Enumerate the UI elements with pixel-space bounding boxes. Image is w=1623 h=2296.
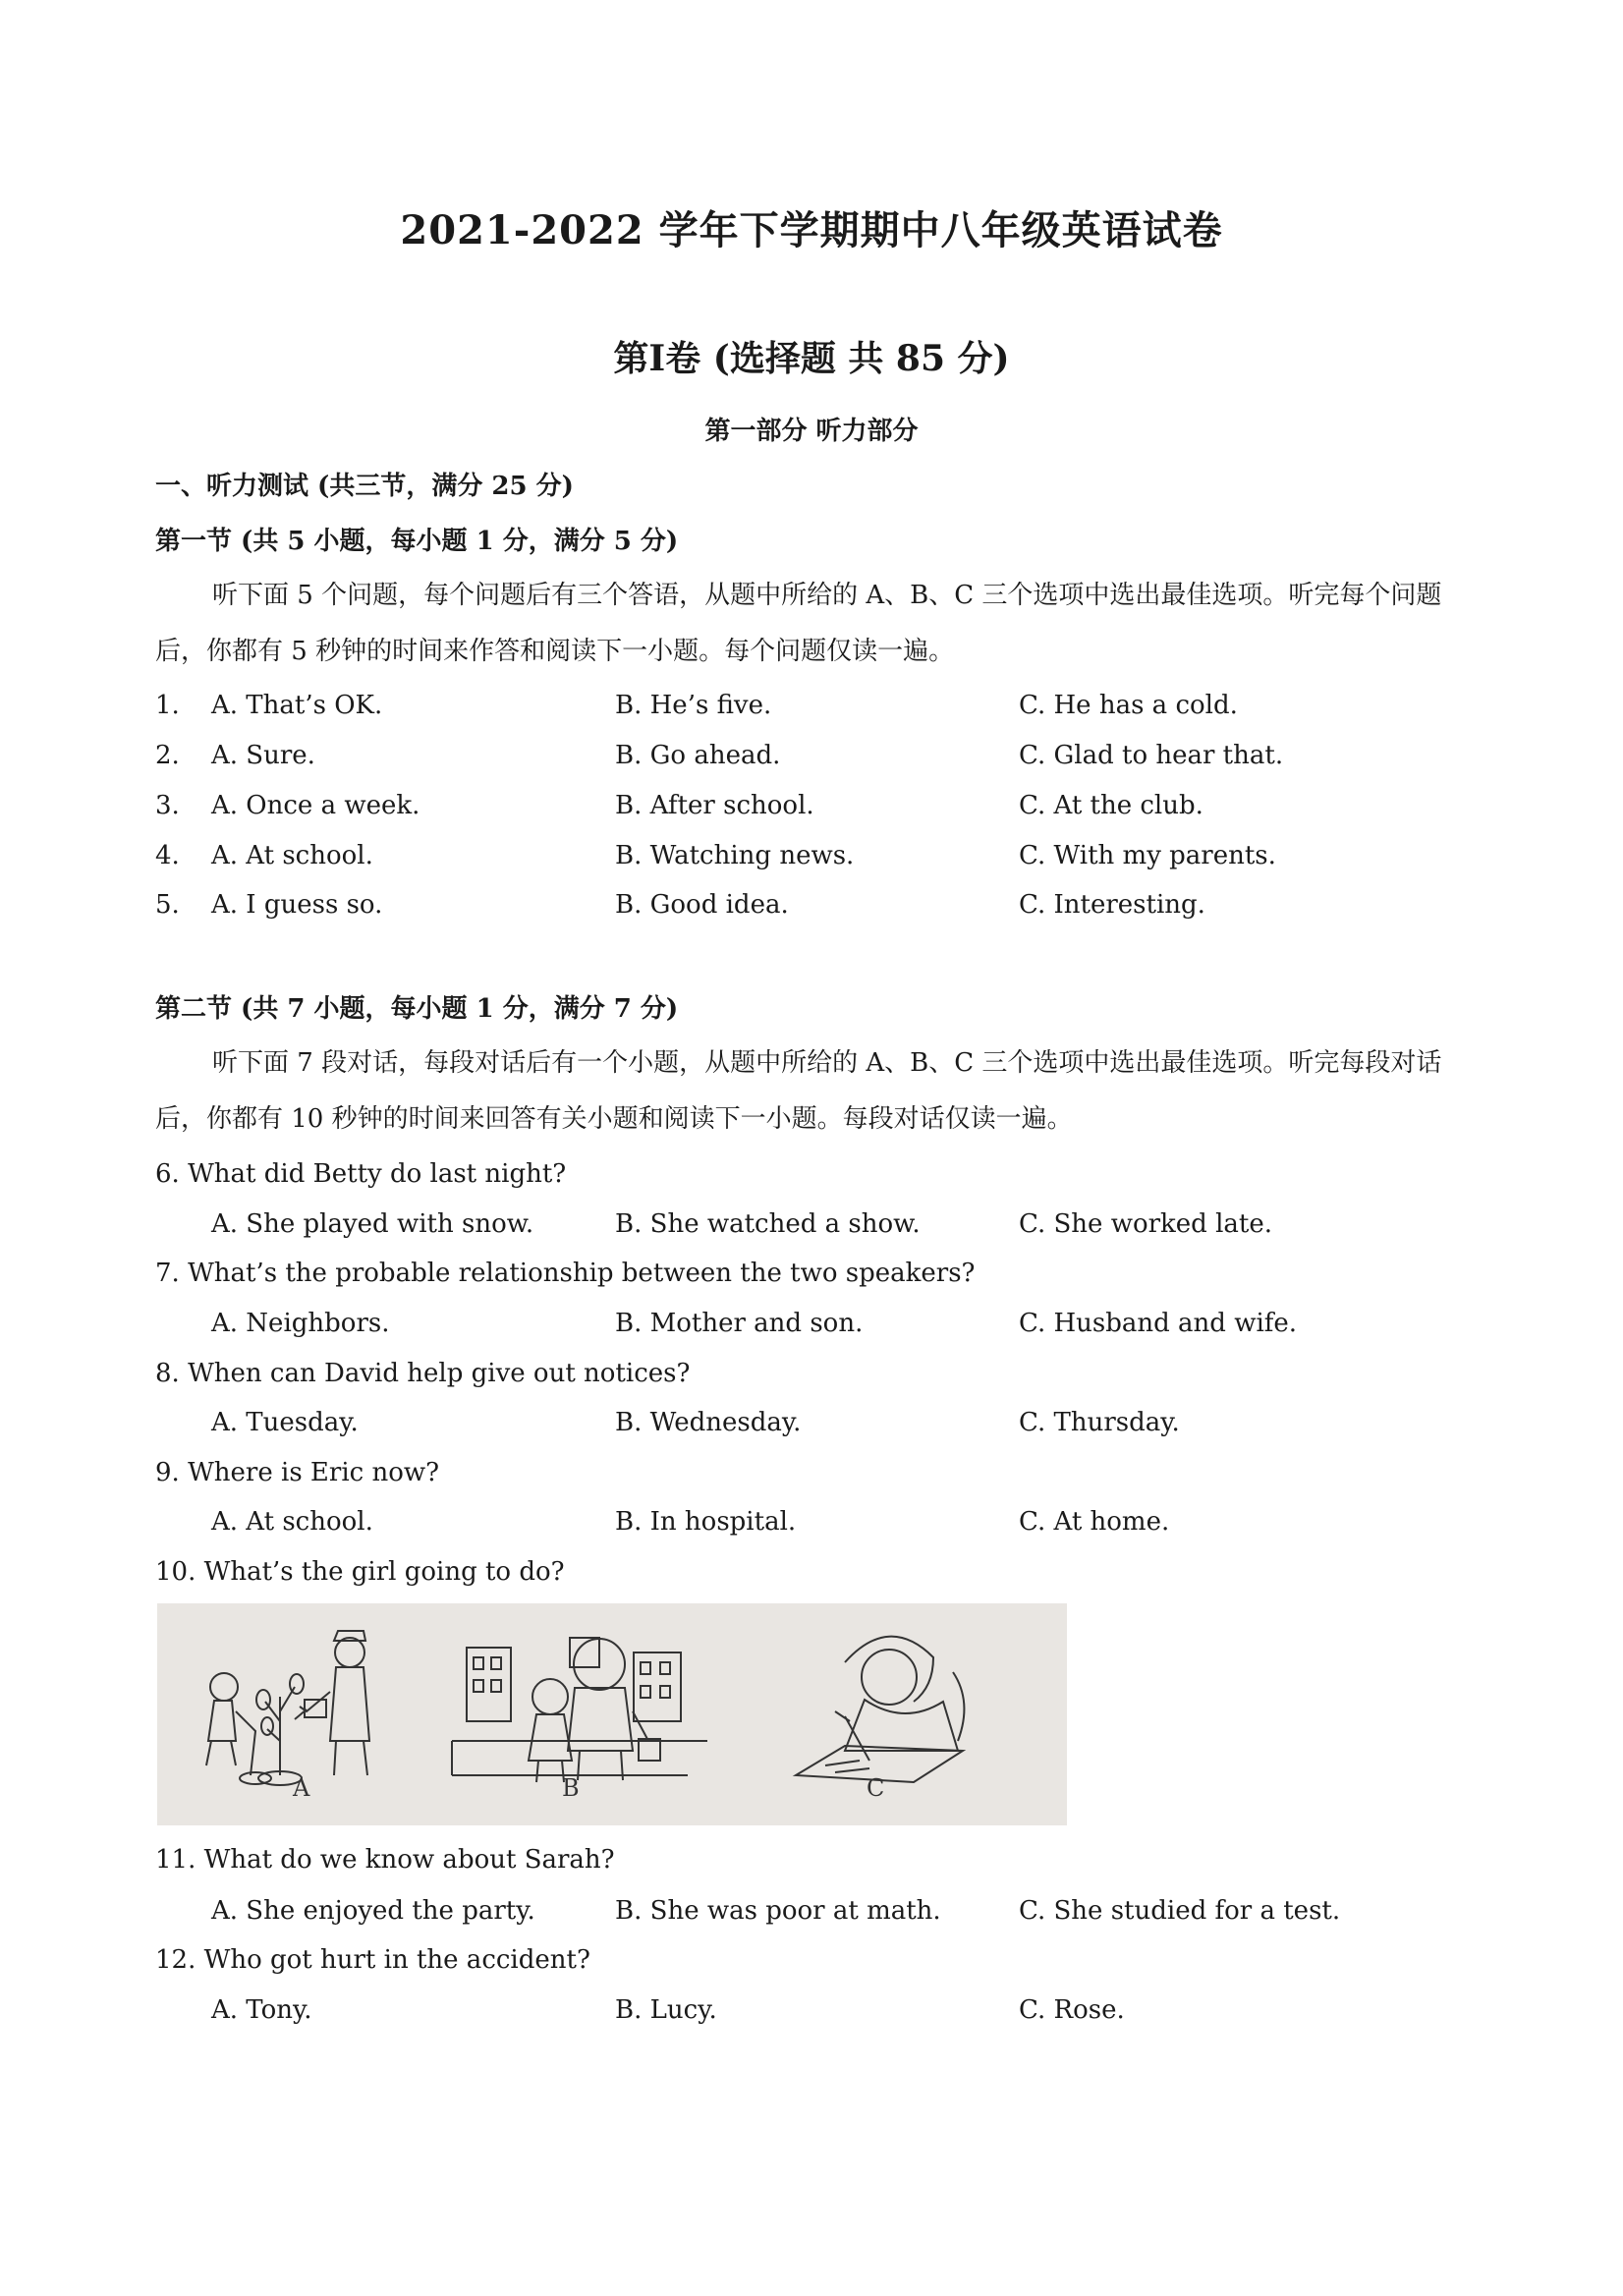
option-b: B. Watching news. — [615, 841, 855, 870]
question-9: 9. Where is Eric now? — [155, 1458, 440, 1487]
option-c: C. At the club. — [1019, 791, 1203, 820]
question-8: 8. When can David help give out notices? — [155, 1359, 691, 1388]
q8-option-b: B. Wednesday. — [615, 1408, 802, 1437]
q10-picture — [157, 1603, 1067, 1825]
q11-option-a: A. She enjoyed the party. — [211, 1896, 535, 1926]
q8-option-c: C. Thursday. — [1019, 1408, 1180, 1437]
q6-option-c: C. She worked late. — [1019, 1209, 1273, 1239]
picture-label-a: A — [293, 1774, 310, 1802]
exam-title: 2021-2022 学年下学期期中八年级英语试卷 — [400, 207, 1223, 253]
option-b: B. Good idea. — [615, 890, 789, 920]
question-11: 11. What do we know about Sarah? — [155, 1845, 615, 1875]
option-c: C. With my parents. — [1019, 841, 1276, 870]
option-a: A. Once a week. — [211, 791, 420, 820]
q12-option-b: B. Lucy. — [615, 1995, 717, 2025]
section1-instructions: 听下面 5 个问题，每个问题后有三个答语，从题中所给的 A、B、C 三个选项中选出最佳选项。听完每个问题后，你都有 5 秒钟的时间来作答和阅读下一小题。每个问题仅读一遍。 — [155, 581, 1442, 666]
q12-option-a: A. Tony. — [211, 1995, 312, 2025]
q10-illustration — [157, 1603, 1067, 1825]
q9-option-a: A. At school. — [211, 1507, 373, 1537]
question-6: 6. What did Betty do last night? — [155, 1159, 567, 1189]
item-number: 3. — [155, 791, 180, 820]
panel-b-drawing — [452, 1638, 707, 1782]
q8-option-a: A. Tuesday. — [211, 1408, 359, 1437]
section1-heading: 第一节 (共 5 小题，每小题 1 分，满分 5 分) — [155, 527, 679, 556]
panel-c-drawing — [796, 1637, 964, 1782]
q11-option-b: B. She was poor at math. — [615, 1896, 941, 1926]
question-7: 7. What’s the probable relationship between the two speakers? — [155, 1259, 976, 1288]
q9-option-b: B. In hospital. — [615, 1507, 797, 1537]
picture-label-b: B — [562, 1774, 580, 1802]
option-c: C. He has a cold. — [1019, 691, 1238, 720]
option-a: A. I guess so. — [211, 890, 383, 920]
part-heading: 第一部分 听力部分 — [704, 417, 919, 446]
volume-heading: 第Ⅰ卷 (选择题 共 85 分) — [613, 338, 1010, 379]
item-number: 2. — [155, 741, 180, 770]
option-a: A. Sure. — [211, 741, 315, 770]
option-b: B. Go ahead. — [615, 741, 781, 770]
picture-label-c: C — [867, 1774, 885, 1802]
q6-option-b: B. She watched a show. — [615, 1209, 921, 1239]
question-12: 12. Who got hurt in the accident? — [155, 1945, 590, 1975]
option-a: A. At school. — [211, 841, 373, 870]
item-number: 4. — [155, 841, 180, 870]
section2-heading: 第二节 (共 7 小题，每小题 1 分，满分 7 分) — [155, 994, 679, 1024]
q11-option-c: C. She studied for a test. — [1019, 1896, 1341, 1926]
section2-instructions: 听下面 7 段对话，每段对话后有一个小题，从题中所给的 A、B、C 三个选项中选出最佳选项。听完每段对话后，你都有 10 秒钟的时间来回答有关小题和阅读下一小题。每段对话仅读一遍。 — [155, 1048, 1442, 1134]
q7-option-b: B. Mother and son. — [615, 1309, 864, 1338]
q12-option-c: C. Rose. — [1019, 1995, 1125, 2025]
q9-option-c: C. At home. — [1019, 1507, 1170, 1537]
option-a: A. That’s OK. — [211, 691, 383, 720]
option-b: B. He’s five. — [615, 691, 772, 720]
panel-a-drawing — [206, 1631, 369, 1785]
listening-section-heading: 一、听力测试 (共三节，满分 25 分) — [155, 472, 574, 501]
item-number: 1. — [155, 691, 180, 720]
q7-option-c: C. Husband and wife. — [1019, 1309, 1298, 1338]
q6-option-a: A. She played with snow. — [211, 1209, 534, 1239]
option-b: B. After school. — [615, 791, 814, 820]
q7-option-a: A. Neighbors. — [211, 1309, 390, 1338]
option-c: C. Glad to hear that. — [1019, 741, 1284, 770]
option-c: C. Interesting. — [1019, 890, 1205, 920]
question-10: 10. What’s the girl going to do? — [155, 1557, 565, 1587]
item-number: 5. — [155, 890, 180, 920]
